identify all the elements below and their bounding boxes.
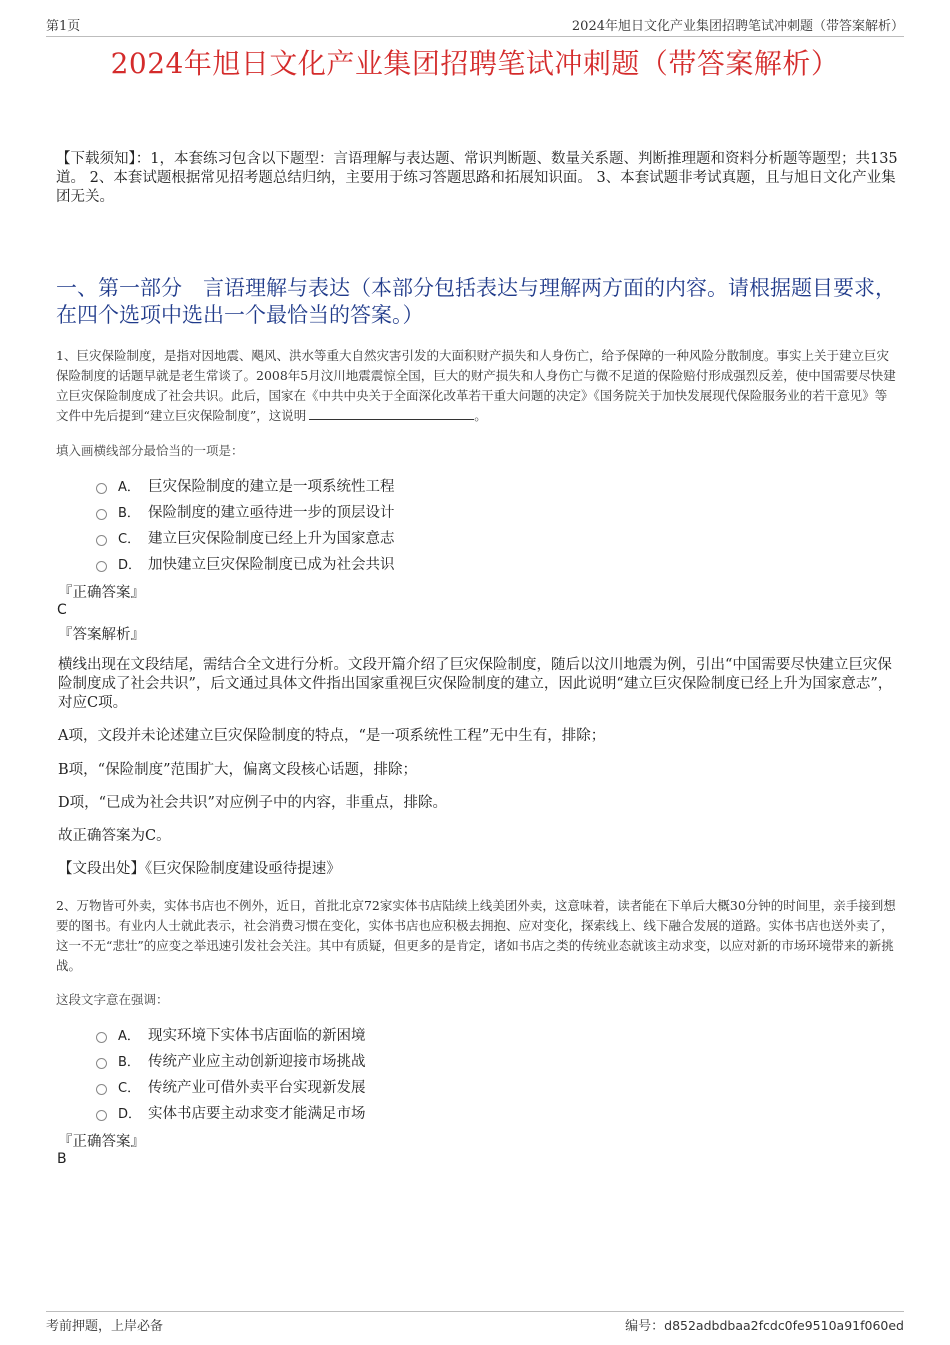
option-d[interactable]: D． 加快建立巨灾保险制度已成为社会共识: [96, 550, 696, 576]
option-a[interactable]: A． 现实环境下实体书店面临的新困境: [96, 1021, 696, 1047]
answer-label: 『正确答案』: [58, 585, 145, 601]
question-1-stem: 1、巨灾保险制度，是指对因地震、飓风、洪水等重大自然灾害引发的大面积财产损失和人身伤亡，给予保障的一种风险分散制度。事实上关于建立巨灾保险制度的话题早就是老生常谈了。2008年5月汶川地震震惊全国，巨大的财产损失和人身伤亡与微不足道的保险赔付形成强烈反差，使中国需要尽快建立巨灾保险制度成了社会共识。此后，国家在《中共中央关于全面深化改革若干重大问题的决定》《国务院关于加快发展现代保险服务业的若干意见》等文件中先后提到“建立巨灾保险制度”，这说明 。: [56, 348, 896, 423]
source-citation: 【文段出处】《巨灾保险制度建设亟待提速》: [58, 861, 341, 877]
radio-icon[interactable]: [96, 509, 107, 520]
radio-icon[interactable]: [96, 535, 107, 546]
radio-icon[interactable]: [96, 561, 107, 572]
radio-icon[interactable]: [96, 1032, 107, 1043]
analysis-paragraph: A项，文段并未论述建立巨灾保险制度的特点，“是一项系统性工程”无中生有，排除；: [58, 728, 606, 744]
question-1-options: [96, 472, 696, 576]
option-b[interactable]: B． 传统产业应主动创新迎接市场挑战: [96, 1047, 696, 1073]
question-1-prompt: 填入画横线部分最恰当的一项是：: [56, 443, 244, 458]
question-2-options: [96, 1021, 696, 1125]
page-number: 第1页: [46, 19, 81, 34]
analysis-paragraph: D项，“已成为社会共识”对应例子中的内容，非重点，排除。: [58, 795, 447, 811]
document-code: 编号：d852adbdbaa2fcdc0fe9510a91f060ed: [625, 1318, 904, 1334]
page-header: [46, 14, 904, 37]
analysis-paragraph: 横线出现在文段结尾，需结合全文进行分析。文段开篇介绍了巨灾保险制度，随后以汶川地震为例，引出“中国需要尽快建立巨灾保险制度成了社会共识”，后文通过具体文件指出国家重视巨灾保险制度的建立，因此说明“建立巨灾保险制度已经上升为国家意志”，对应C项。: [58, 657, 893, 711]
option-c[interactable]: C． 传统产业可借外卖平台实现新发展: [96, 1073, 696, 1099]
option-b[interactable]: B． 保险制度的建立亟待进一步的顶层设计: [96, 498, 696, 524]
option-c[interactable]: C． 建立巨灾保险制度已经上升为国家意志: [96, 524, 696, 550]
option-d[interactable]: D． 实体书店要主动求变才能满足市场: [96, 1099, 696, 1125]
radio-icon[interactable]: [96, 1084, 107, 1095]
radio-icon[interactable]: [96, 1058, 107, 1069]
radio-icon[interactable]: [96, 1110, 107, 1121]
correct-answer: C: [57, 602, 67, 618]
footer-slogan: 考前押题，上岸必备: [46, 1319, 164, 1334]
analysis-paragraph: B项，“保险制度”范围扩大，偏离文段核心话题，排除；: [58, 762, 417, 778]
radio-icon[interactable]: [96, 483, 107, 494]
document-title: 2024年旭日文化产业集团招聘笔试冲刺题（带答案解析）: [110, 47, 840, 80]
page-footer: [46, 1311, 904, 1334]
header-doc-title: 2024年旭日文化产业集团招聘笔试冲刺题（带答案解析）: [571, 19, 904, 34]
correct-answer: B: [57, 1151, 67, 1167]
question-2-prompt: 这段文字意在强调：: [56, 992, 169, 1007]
analysis-paragraph: 故正确答案为C。: [58, 828, 171, 844]
question-1-text: 1、巨灾保险制度，是指对因地震、飓风、洪水等重大自然灾害引发的大面积财产损失和人身伤亡，给予保障的一种风险分散制度。事实上关于建立巨灾保险制度的话题早就是老生常谈了。2008年5月汶川地震震惊全国，巨大的财产损失和人身伤亡与微不足道的保险赔付形成强烈反差，使中国需要尽快建立巨灾保险制度成了社会共识。此后，国家在《中共中央关于全面深化改革若干重大问题的决定》《国务院关于加快发展现代保险服务业的若干意见》等文件中先后提到“建立巨灾保险制度”，这说明: [56, 348, 896, 423]
download-notice: 【下载须知】：1，本套练习包含以下题型：言语理解与表达题、常识判断题、数量关系题、判断推理题和资料分析题等题型；共135道。 2、本套试题根据常见招考题总结归纳，主要用于练习答题思路和拓展知识面。 3、本套试题非考试真题，且与旭日文化产业集团无关。: [56, 151, 898, 205]
answer-blank: [309, 407, 474, 420]
option-a[interactable]: A． 巨灾保险制度的建立是一项系统性工程: [96, 472, 696, 498]
analysis-label: 『答案解析』: [58, 627, 145, 643]
answer-label: 『正确答案』: [58, 1134, 145, 1150]
question-2-stem: 2、万物皆可外卖，实体书店也不例外，近日，首批北京72家实体书店陆续上线美团外卖，这意味着，读者能在下单后大概30分钟的时间里，亲手接到想要的图书。有业内人士就此表示，社会消费习惯在变化，实体书店也应积极去拥抱、应对变化，探索线上、线下融合发展的道路。实体书店也送外卖了，这一不无“悲壮”的应变之举迅速引发社会关注。其中有质疑，但更多的是肯定，诸如书店之类的传统业态就该主动求变，以应对新的市场环境带来的新挑战。: [56, 898, 896, 973]
section-heading: 一、第一部分 言语理解与表达（本部分包括表达与理解两方面的内容。请根据题目要求，在四个选项中选出一个最恰当的答案。）: [56, 276, 896, 327]
